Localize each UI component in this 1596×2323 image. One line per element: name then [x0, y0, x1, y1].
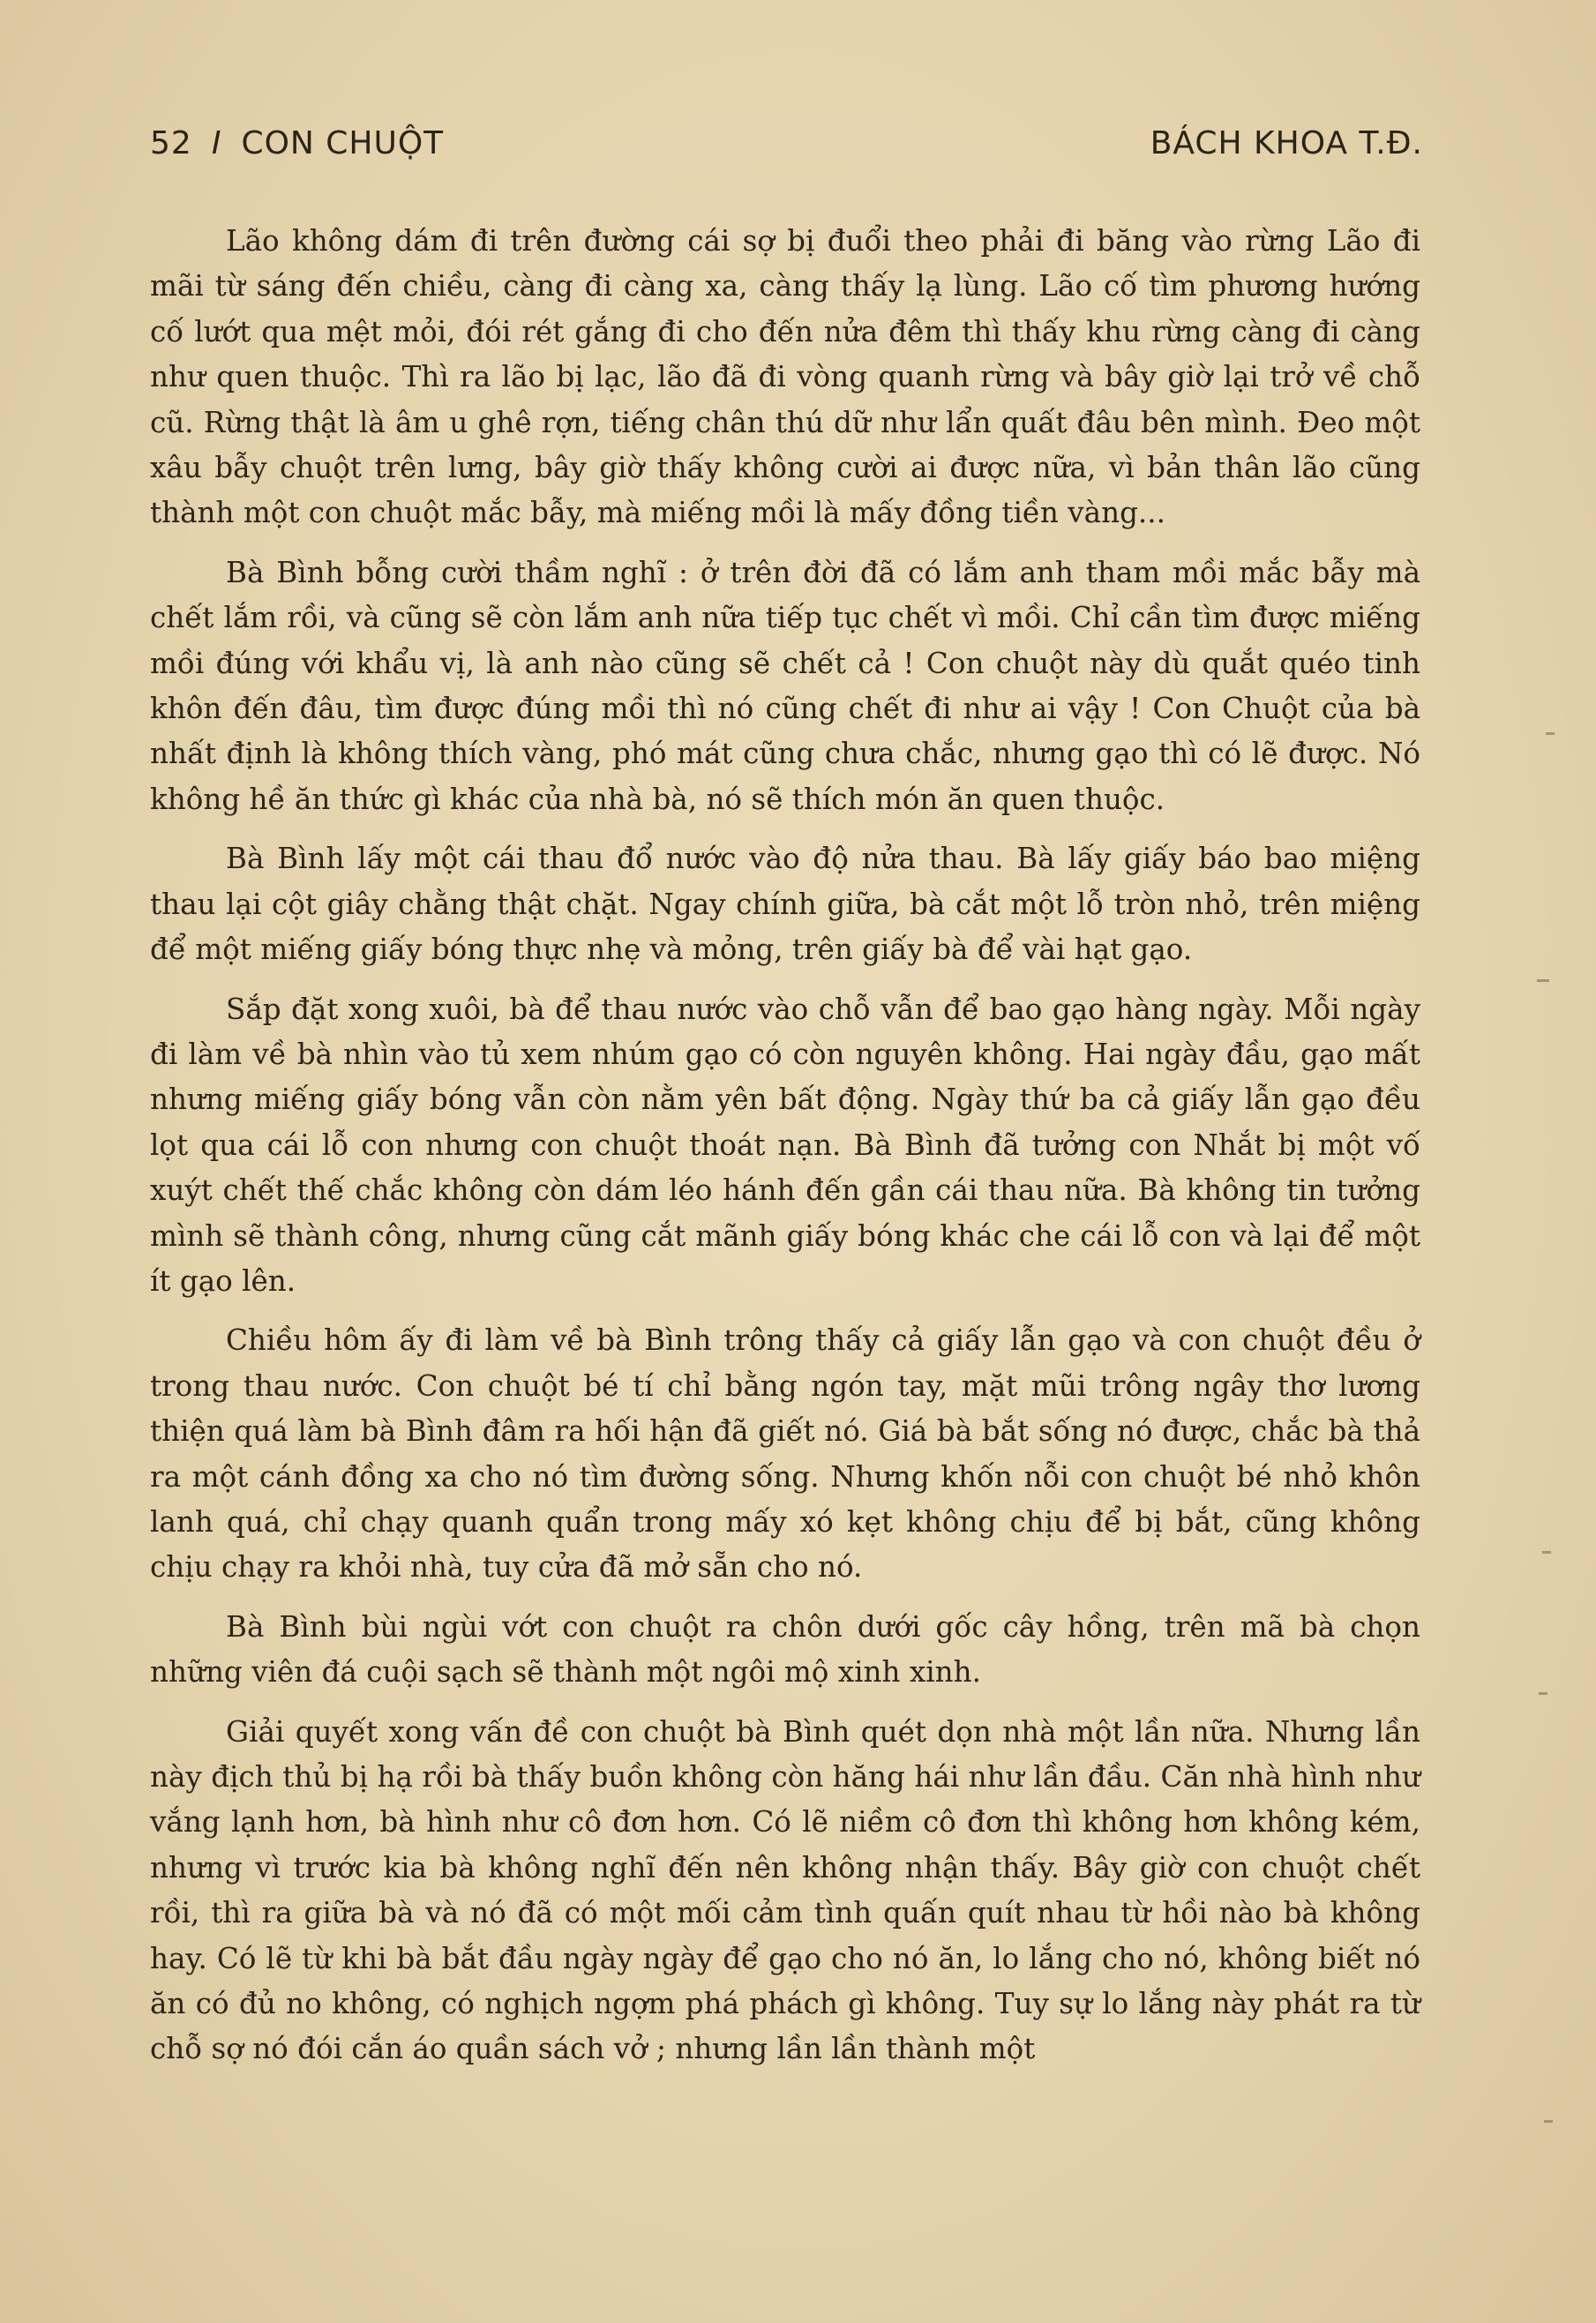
header-left [150, 125, 444, 161]
paragraph-5: Chiều hôm ấy đi làm về bà Bình trông thấy cả giấy lẫn gạo và con chuột đều ở trong thau nước. Con chuột bé tí chỉ bằng ngón tay, mặt mũi trông ngây thơ lương thiện quá làm bà Bình đâm ra hối hận đã giết nó. Giá bà bắt sống nó được, chắc bà thả ra một cánh đồng xa cho nó tìm đường sống. Nhưng khốn nỗi con chuột bé nhỏ khôn lanh quá, chỉ chạy quanh quẩn trong mấy xó kẹt không chịu để bị bắt, cũng không chịu chạy ra khỏi nhà, tuy cửa đã mở sẵn cho nó. [150, 1323, 1420, 1585]
paper-speck [1544, 2120, 1553, 2123]
paragraph-2: Bà Bình bỗng cười thầm nghĩ : ở trên đời đã có lắm anh tham mồi mắc bẫy mà chết lắm rồi, và cũng sẽ còn lắm anh nữa tiếp tục chết vì mồi. Chỉ cần tìm được miếng mồi đúng với khẩu vị, là anh nào cũng sẽ chết cả ! Con chuột này dù quắt quéo tinh khôn đến đâu, tìm được đúng mồi thì nó cũng chết đi như ai vậy ! Con Chuột của bà nhất định là không thích vàng, phó mát cũng chưa chắc, nhưng gạo thì có lẽ được. Nó không hề ăn thức gì khác của nhà bà, nó sẽ thích món ăn quen thuộc. [150, 555, 1420, 816]
paper-speck [1539, 1692, 1547, 1695]
paragraph-6: Bà Bình bùi ngùi vớt con chuột ra chôn dưới gốc cây hồng, trên mã bà chọn những viên đá cuội sạch sẽ thành một ngôi mộ xinh xinh. [150, 1609, 1420, 1690]
paper-speck [1546, 732, 1555, 735]
paragraph-3: Bà Bình lấy một cái thau đổ nước vào độ nửa thau. Bà lấy giấy báo bao miệng thau lại cột giây chằng thật chặt. Ngay chính giữa, bà cắt một lỗ tròn nhỏ, trên miệng để một miếng giấy bóng thực nhẹ và mỏng, trên giấy bà để vài hạt gạo. [150, 842, 1420, 967]
page-header [150, 125, 1423, 173]
paper-speck [1537, 979, 1549, 982]
article-body [150, 219, 1420, 2087]
publication-name: BÁCH KHOA T.Đ. [1150, 125, 1423, 161]
paper-speck [1542, 1551, 1551, 1554]
section-title: CON CHUỘT [241, 125, 445, 161]
paragraph-4: Sắp đặt xong xuôi, bà để thau nước vào chỗ vẫn để bao gạo hàng ngày. Mỗi ngày đi làm về bà nhìn vào tủ xem nhúm gạo có còn nguyên không. Hai ngày đầu, gạo mất nhưng miếng giấy bóng vẫn còn nằm yên bất động. Ngày thứ ba cả giấy lẫn gạo đều lọt qua cái lỗ con nhưng con chuột thoát nạn. Bà Bình đã tưởng con Nhắt bị một vố xuýt chết thế chắc không còn dám léo hánh đến gần cái thau nữa. Bà không tin tưởng mình sẽ thành công, nhưng cũng cắt mãnh giấy bóng khác che cái lỗ con và lại để một ít gạo lên. [150, 992, 1420, 1298]
header-separator: I [211, 125, 222, 161]
page-number: 52 [150, 125, 192, 161]
paragraph-1: Lão không dám đi trên đường cái sợ bị đuổi theo phải đi băng vào rừng Lão đi mãi từ sáng đến chiều, càng đi càng xa, càng thấy lạ lùng. Lão cố tìm phương hướng cố lướt qua mệt mỏi, đói rét gắng đi cho đến nửa đêm thì thấy khu rừng càng đi càng như quen thuộc. Thì ra lão bị lạc, lão đã đi vòng quanh rừng và bây giờ lại trở về chỗ cũ. Rừng thật là âm u ghê rợn, tiếng chân thú dữ như lẩn quất đâu bên mình. Đeo một xâu bẫy chuột trên lưng, bây giờ thấy không cười ai được nữa, vì bản thân lão cũng thành một con chuột mắc bẫy, mà miếng mồi là mấy đồng tiền vàng... [150, 224, 1420, 530]
paragraph-7: Giải quyết xong vấn đề con chuột bà Bình quét dọn nhà một lần nữa. Nhưng lần này địch thủ bị hạ rồi bà thấy buồn không còn hăng hái như lần đầu. Căn nhà hình như vắng lạnh hơn, bà hình như cô đơn hơn. Có lẽ niềm cô đơn thì không hơn không kém, nhưng vì trước kia bà không nghĩ đến nên không nhận thấy. Bây giờ con chuột chết rồi, thì ra giữa bà và nó đã có một mối cảm tình quấn quít nhau từ hồi nào bà không hay. Có lẽ từ khi bà bắt đầu ngày ngày để gạo cho nó ăn, lo lắng cho nó, không biết nó ăn có đủ no không, có nghịch ngợm phá phách gì không. Tuy sự lo lắng này phát ra từ chỗ sợ nó đói cắn áo quần sách vở ; nhưng lần lần thành một [150, 1714, 1420, 2066]
